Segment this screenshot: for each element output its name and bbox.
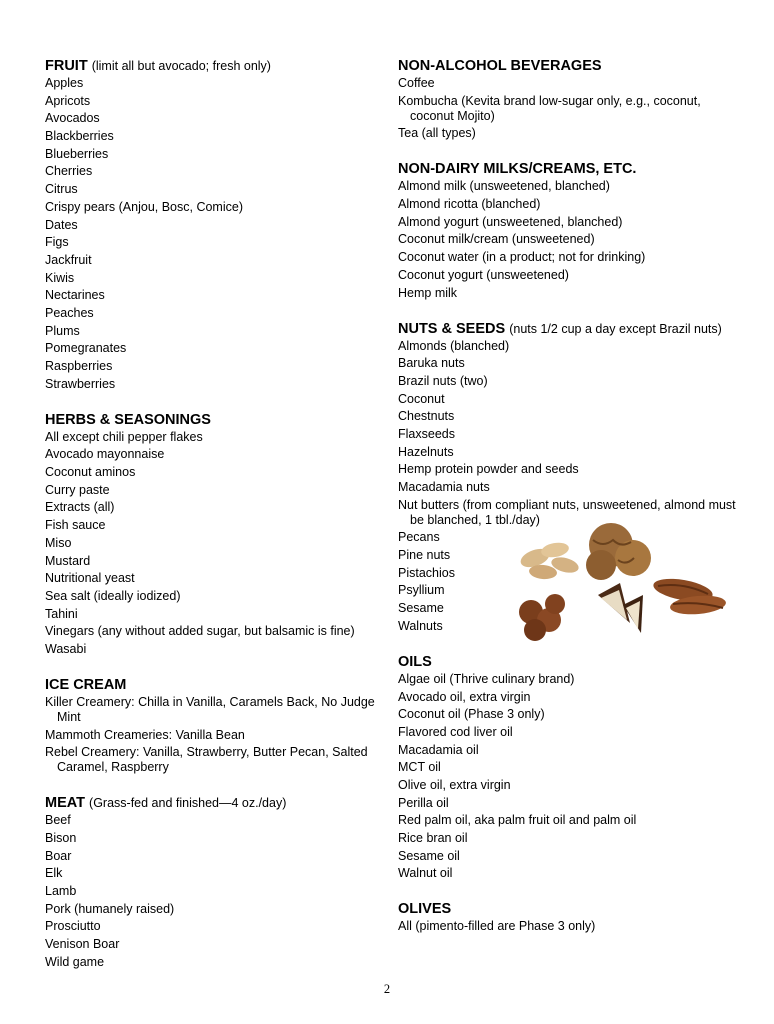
section-title: HERBS & SEASONINGS	[45, 411, 211, 428]
list-item: Olive oil, extra virgin	[398, 777, 511, 792]
section-title: FRUIT	[45, 58, 88, 74]
list-item: Coconut	[398, 391, 445, 406]
list-item: Kombucha (Kevita brand low-sugar only, e.g., coconut, coconut Mojito)	[398, 93, 701, 123]
list-item: Perilla oil	[398, 795, 449, 810]
section-title: NUTS & SEEDS	[398, 320, 506, 337]
section-note: (Grass-fed and finished—4 oz./day)	[89, 796, 287, 811]
list-item: Boar	[45, 848, 72, 863]
list-item: Elk	[45, 866, 63, 881]
list-item: Walnuts	[398, 618, 443, 633]
list-item: Prosciutto	[45, 919, 101, 934]
list-item: Pistachios	[398, 565, 455, 580]
list-item: Avocado oil, extra virgin	[398, 689, 531, 704]
section-non-dairy-milks-creams-etc	[398, 160, 743, 300]
list-item: Almond ricotta (blanched)	[398, 197, 541, 212]
list-item: Rebel Creamery: Vanilla, Strawberry, Butter Pecan, Salted Caramel, Raspberry	[45, 745, 368, 775]
section-heading	[45, 794, 385, 812]
list-item: Sesame	[398, 601, 444, 616]
section-heading	[398, 653, 743, 671]
list-item: Wasabi	[45, 641, 87, 656]
list-item: Strawberries	[45, 376, 116, 391]
section-heading	[398, 57, 743, 75]
list-item: Venison Boar	[45, 937, 120, 952]
section-title: OILS	[398, 653, 432, 670]
list-item: Psyllium	[398, 583, 445, 598]
list-item: Coconut water (in a product; not for drinking)	[398, 250, 646, 265]
list-item: Kiwis	[45, 270, 75, 285]
section-note: (nuts 1/2 cup a day except Brazil nuts)	[509, 321, 722, 336]
list-item: Red palm oil, aka palm fruit oil and palm oil	[398, 813, 637, 828]
section-title: ICE CREAM	[45, 676, 127, 693]
list-item: Almond milk (unsweetened, blanched)	[398, 179, 610, 194]
list-item: Mustard	[45, 553, 91, 568]
list-item: Pomegranates	[45, 341, 127, 356]
section-olives	[398, 900, 743, 934]
section-heading	[45, 57, 385, 75]
list-item: Pecans	[398, 530, 440, 545]
section-title: NON-DAIRY MILKS/CREAMS, ETC.	[398, 161, 637, 178]
list-item: Fish sauce	[45, 518, 106, 533]
list-item: Walnut oil	[398, 866, 453, 881]
section-heading	[45, 676, 385, 694]
section-herbs-seasonings	[45, 411, 385, 657]
section-ice-cream	[45, 676, 385, 775]
list-item: Lamb	[45, 884, 77, 899]
list-item: Bison	[45, 831, 77, 845]
section-title: NON-ALCOHOL BEVERAGES	[398, 58, 602, 74]
list-item: Coconut milk/cream (unsweetened)	[398, 232, 595, 247]
list-item: Curry paste	[45, 482, 110, 497]
section-meat	[45, 794, 385, 970]
section-note: (limit all but avocado; fresh only)	[91, 59, 271, 73]
list-item: Dates	[45, 217, 78, 232]
list-item: Sea salt (ideally iodized)	[45, 588, 181, 603]
page-number: 2	[383, 982, 391, 996]
list-item: Mammoth Creameries: Vanilla Bean	[45, 727, 245, 742]
list-item: Hazelnuts	[398, 444, 454, 459]
section-heading	[398, 320, 743, 338]
list-item: Cherries	[45, 164, 93, 179]
list-item: Jackfruit	[45, 252, 92, 267]
section-oils	[398, 653, 743, 882]
right-column	[398, 57, 743, 953]
list-item: Macadamia nuts	[398, 480, 490, 494]
section-fruit	[45, 57, 385, 392]
list-item: Flaxseeds	[398, 426, 455, 441]
list-item: Beef	[45, 813, 71, 828]
list-item: Almond yogurt (unsweetened, blanched)	[398, 214, 623, 229]
list-item: Pork (humanely raised)	[45, 901, 175, 916]
section-non-alcohol-beverages	[398, 57, 743, 141]
list-item: Baruka nuts	[398, 356, 465, 371]
list-item: Coconut aminos	[45, 465, 136, 480]
list-item: All except chili pepper flakes	[45, 429, 203, 444]
list-item: Killer Creamery: Chilla in Vanilla, Caramels Back, No Judge Mint	[45, 694, 375, 724]
section-title: OLIVES	[398, 901, 452, 918]
list-item: Chestnuts	[398, 409, 455, 424]
list-item: Coconut yogurt (unsweetened)	[398, 267, 569, 282]
list-item: Rice bran oil	[398, 831, 468, 845]
list-item: Nutritional yeast	[45, 571, 135, 586]
list-item: Vinegars (any without added sugar, but balsamic is fine)	[45, 624, 355, 639]
list-item: Coconut oil (Phase 3 only)	[398, 707, 545, 722]
list-item: Algae oil (Thrive culinary brand)	[398, 671, 575, 686]
list-item: All (pimento-filled are Phase 3 only)	[398, 919, 596, 934]
list-item: Pine nuts	[398, 548, 451, 563]
list-item: Avocados	[45, 111, 100, 126]
list-item: Extracts (all)	[45, 500, 115, 515]
list-item: Flavored cod liver oil	[398, 724, 513, 739]
left-column	[45, 57, 385, 989]
list-item: Apricots	[45, 93, 91, 108]
list-item: Coffee	[398, 76, 435, 90]
list-item: Miso	[45, 535, 72, 550]
nuts-photo-icon	[513, 520, 733, 645]
list-item: Almonds (blanched)	[398, 338, 510, 353]
list-item: MCT oil	[398, 760, 441, 775]
list-item: Sesame oil	[398, 848, 460, 863]
list-item: Figs	[45, 235, 69, 250]
list-item: Plums	[45, 323, 80, 338]
list-item: Raspberries	[45, 359, 113, 373]
list-item: Apples	[45, 76, 84, 90]
list-item: Wild game	[45, 954, 105, 969]
list-item: Hemp protein powder and seeds	[398, 462, 579, 477]
list-item: Hemp milk	[398, 285, 458, 300]
list-item: Nut butters (from compliant nuts, unsweetened, almond must be blanched, 1 tbl./day)	[398, 497, 736, 527]
list-item: Blueberries	[45, 146, 109, 161]
section-heading	[398, 900, 743, 918]
list-item: Brazil nuts (two)	[398, 373, 488, 388]
list-item: Tahini	[45, 606, 78, 621]
list-item: Crispy pears (Anjou, Bosc, Comice)	[45, 199, 243, 214]
section-title: MEAT	[45, 795, 86, 812]
list-item: Peaches	[45, 305, 94, 320]
list-item: Blackberries	[45, 129, 114, 144]
list-item: Citrus	[45, 182, 78, 197]
section-heading	[398, 160, 743, 178]
section-heading	[45, 411, 385, 429]
list-item: Avocado mayonnaise	[45, 447, 165, 462]
list-item: Macadamia oil	[398, 742, 479, 757]
list-item: Nectarines	[45, 288, 105, 303]
list-item: Tea (all types)	[398, 126, 476, 141]
